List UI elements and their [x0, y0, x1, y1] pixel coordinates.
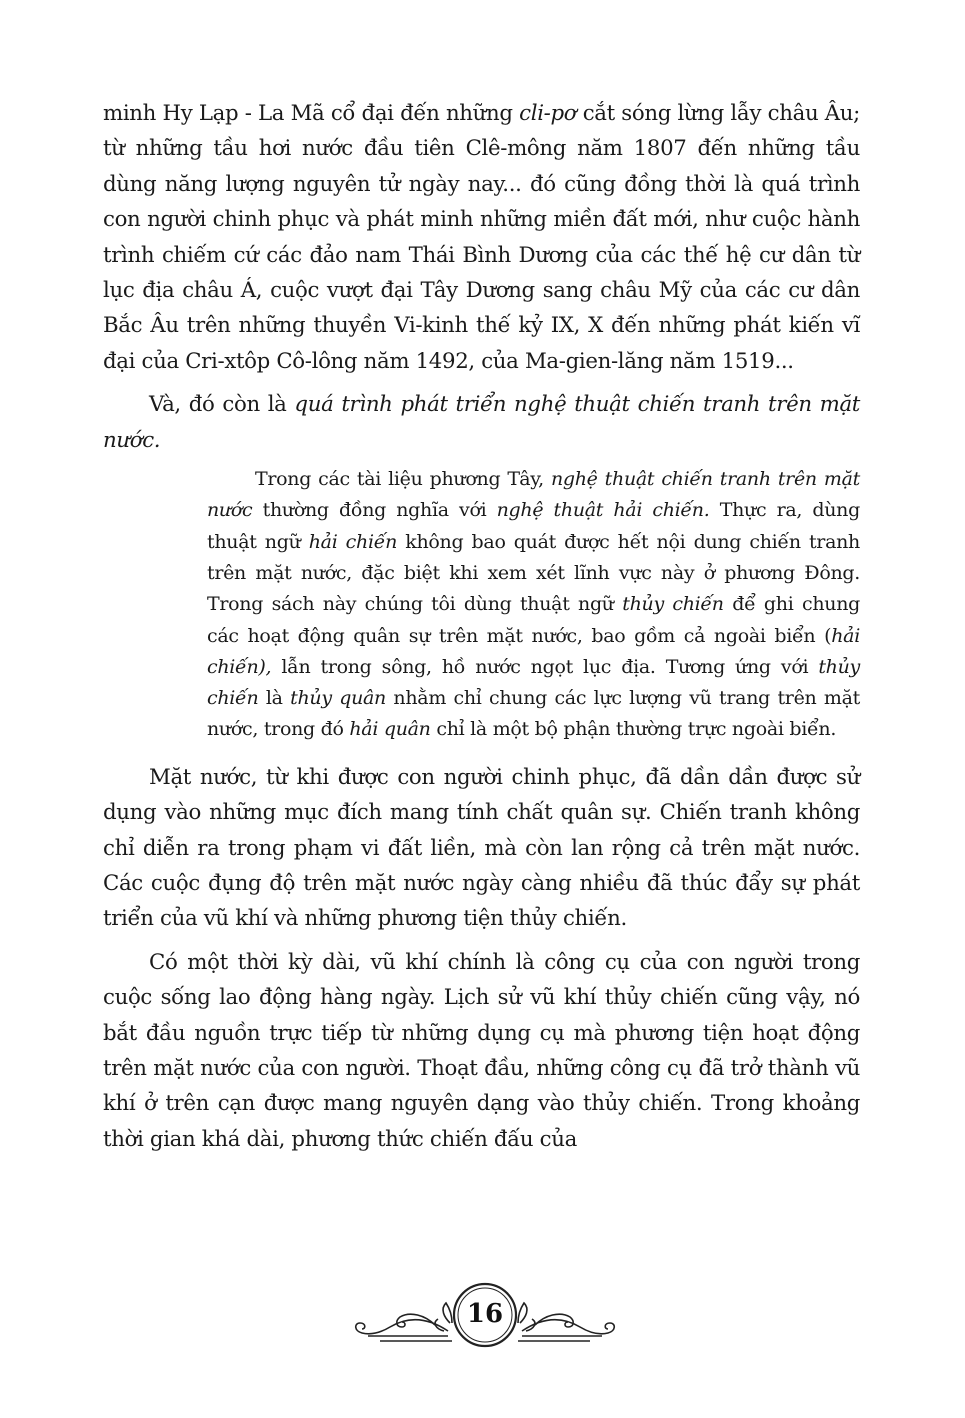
- text-run: minh Hy Lạp - La Mã cổ đại đến những: [103, 101, 520, 126]
- text-run: chỉ là một bộ phận thường trực ngoài biển.: [430, 718, 837, 741]
- text-run-italic: thủy quân: [290, 687, 386, 710]
- text-run: Trong các tài liệu phương Tây,: [255, 468, 551, 491]
- text-run: Thực ra, dùng thuật ngữ: [207, 499, 860, 553]
- paragraph-4: Có một thời kỳ dài, vũ khí chính là công cụ của con người trong cuộc sống lao động hàng ngày. Lịch sử vũ khí thủy chiến cũng vậy, nó bắt đầu nguồn trực tiếp từ những dụng cụ mà phương tiện hoạt động trên mặt nước của con người. Thoạt đầu, những công cụ đã trở thành vũ khí ở trên cạn được mang nguyên dạng vào thủy chiến. Trong khoảng thời gian khá dài, phương thức chiến đấu của: [103, 949, 860, 1152]
- text-run-italic: nghệ thuật chiến tranh trên mặt nước: [207, 468, 860, 522]
- page-body: [103, 96, 860, 1157]
- note-block: [207, 464, 860, 746]
- text-run: cắt sóng lừng lẫy châu Âu; từ những tầu hơi nước đầu tiên Clê-mông năm 1807 đến những tầu dùng năng lượng nguyên tử ngày nay... đó cũng đồng thời là quá trình con người chinh phục và phát minh những miền đất mới, như cuộc hành trình chiếm cứ các đảo nam Thái Bình Dương của các thế hệ cư dân từ lục địa châu Á, cuộc vượt đại Tây Dương sang châu Mỹ của các cư dân Bắc Âu trên những thuyền Vi-kinh thế kỷ IX, X đến những phát kiến vĩ đại của Cri-xtôp Cô-lông năm 1492, của Ma-gien-lăng năm 1519...: [103, 101, 860, 374]
- text-run: Và, đó còn là: [149, 392, 295, 418]
- text-run: để ghi chung các hoạt động quân sự trên mặt nước, bao gồm cả ngoài biển (: [207, 593, 861, 647]
- text-run-italic: cli-pơ: [519, 101, 577, 126]
- page-number: 16: [466, 1299, 504, 1329]
- paragraph-3: Mặt nước, từ khi được con người chinh phục, đã dần dần được sử dụng vào những mục đích mang tính chất quân sự. Chiến tranh không chỉ diễn ra trong phạm vi đất liền, mà còn lan rộng cả trên mặt nước. Các cuộc đụng độ trên mặt nước ngày càng nhiều đã thúc đẩy sự phát triển của vũ khí và những phương tiện thủy chiến.: [103, 764, 860, 932]
- text-run-italic: nghệ thuật hải chiến.: [496, 499, 710, 522]
- page-number-footer: [340, 1275, 630, 1355]
- text-run-italic: hải chiến: [308, 530, 398, 553]
- text-run-italic: hải quân: [349, 718, 431, 741]
- text-run-italic: thủy chiến: [207, 655, 860, 710]
- text-run: không bao quát được hết nội dung chiến tranh trên mặt nước, đặc biệt khi xem xét lĩnh vực này ở phương Đông. Trong sách này chúng tôi dùng thuật ngữ: [207, 530, 860, 616]
- paragraph-1: [103, 96, 860, 379]
- paragraph-2: [103, 387, 860, 458]
- text-run-italic: quá trình phát triển nghệ thuật chiến tranh trên mặt nước.: [103, 392, 861, 453]
- text-run: là: [258, 687, 291, 710]
- text-run: thường đồng nghĩa với: [252, 499, 497, 522]
- text-run: nhằm chỉ chung các lực lượng vũ trang trên mặt nước, trong đó: [207, 687, 860, 741]
- text-run: lẫn trong sông, hồ nước ngọt lục địa. Tương ứng với: [271, 655, 819, 678]
- text-run-italic: hải chiến),: [207, 624, 860, 678]
- text-run-italic: thủy chiến: [622, 593, 724, 616]
